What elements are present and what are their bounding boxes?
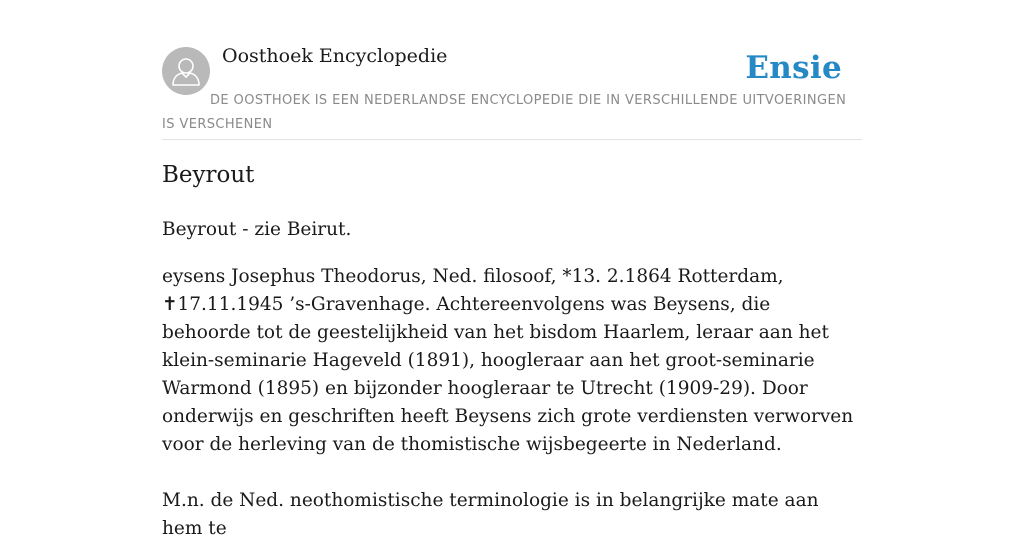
entry-title: Beyrout (162, 162, 255, 188)
source-header (162, 0, 862, 140)
source-tagline: DE OOSTHOEK IS EEN NEDERLANDSE ENCYCLOPEDIE DIE IN VERSCHILLENDE UITVOERINGEN IS VERSCHENEN (162, 93, 847, 132)
source-avatar[interactable] (162, 47, 210, 95)
entry-paragraph: Beyrout - zie Beirut. (162, 219, 352, 240)
entry-paragraph: M.n. de Ned. neothomistische terminologie is in belangrijke mate aan hem te (162, 490, 819, 539)
brand-logo[interactable]: Ensie (745, 50, 842, 86)
entry-paragraph: eysens Josephus Theodorus, Ned. filosoof, *13. 2.1864 Rotterdam, ✝17.11.1945 ’s-Gravenhage. Achtereenvolgens was Beysens, die behoorde tot de geestelijkheid van het bisdom Haarlem, leraar aan het klein-seminarie Hageveld (1891), hoogleraar aan het groot-seminarie Warmond (1895) en bijzonder hoogleraar te Utrecht (1909-29). Door onderwijs en geschriften heeft Beysens zich grote verdiensten verworven voor de herleving van de thomistische wijsbegeerte in Nederland. (162, 266, 854, 455)
user-icon (162, 47, 210, 95)
source-name[interactable]: Oosthoek Encyclopedie (222, 45, 448, 67)
content-column (162, 0, 862, 539)
